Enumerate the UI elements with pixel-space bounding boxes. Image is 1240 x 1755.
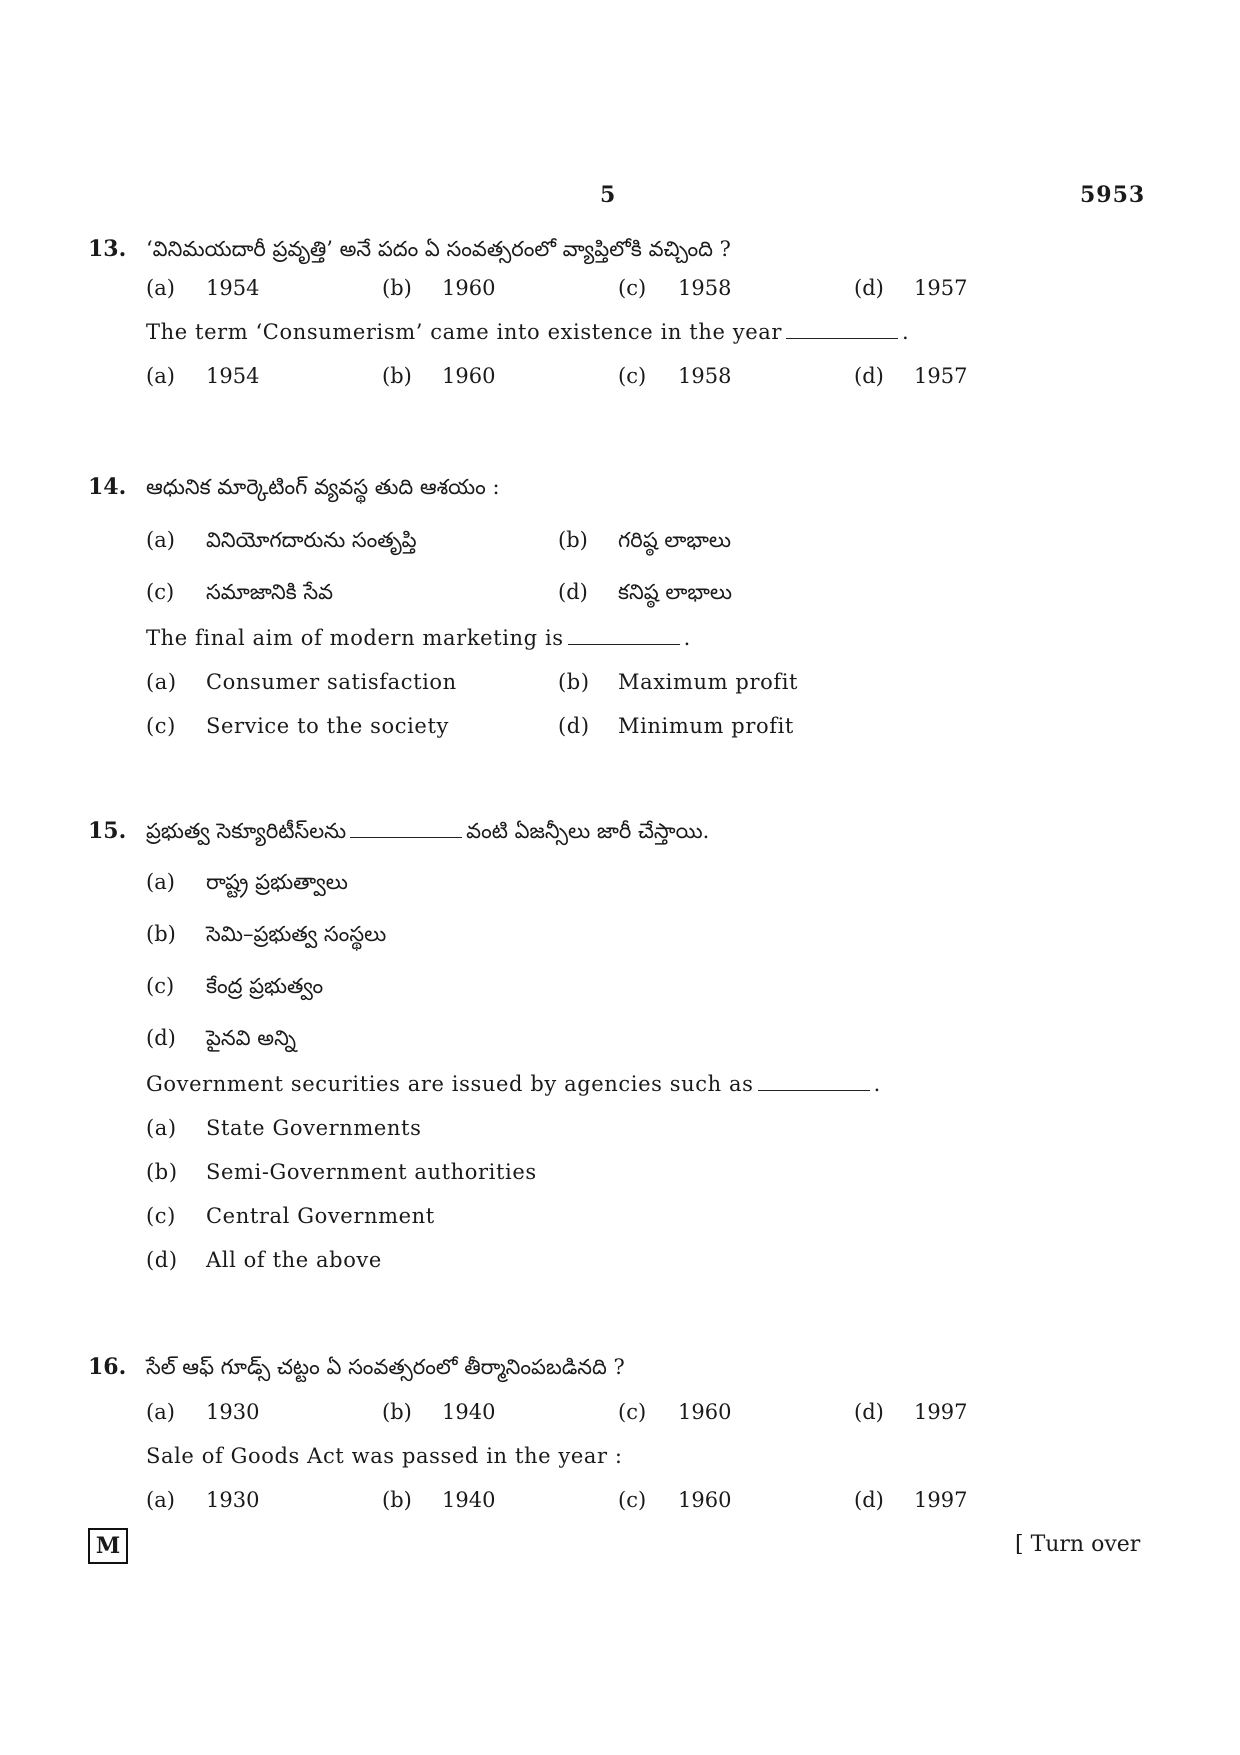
options-telugu <box>146 1400 1188 1444</box>
option-b: (b) Semi-Government authorities <box>146 1160 537 1184</box>
option-d: (d) 1957 <box>854 276 968 300</box>
options-english <box>146 364 1188 408</box>
paper-code: 5953 <box>1080 182 1146 208</box>
option-b: (b) 1940 <box>382 1400 496 1424</box>
option-a: (a) 1930 <box>146 1488 260 1512</box>
medium-box: M <box>88 1528 128 1564</box>
option-d: (d) Minimum profit <box>558 714 794 738</box>
question-text-english: Government securities are issued by agencies such as . <box>146 1072 881 1096</box>
option-c: (c) Central Government <box>146 1204 435 1228</box>
question-text-telugu: ఆధునిక మార్కెటింగ్ వ్యవస్థ తుది ఆశయం : <box>146 475 500 499</box>
option-d: (d) 1997 <box>854 1488 968 1512</box>
option-d: (d) All of the above <box>146 1248 382 1272</box>
answer-blank <box>350 836 462 838</box>
question-number: 14. <box>88 474 127 500</box>
option-c: (c) కేంద్ర ప్రభుత్వం <box>146 974 324 998</box>
option-b: (b) గరిష్ఠ లాభాలు <box>558 528 731 552</box>
option-b: (b) Maximum profit <box>558 670 799 694</box>
options-english-row2 <box>146 714 1188 758</box>
page-number: 5 <box>600 182 616 208</box>
option-a: (a) 1954 <box>146 276 260 300</box>
option-b: (b) సెమి–ప్రభుత్వ సంస్థలు <box>146 922 387 946</box>
option-a: (a) 1930 <box>146 1400 260 1424</box>
options-english-row1 <box>146 670 1188 714</box>
question-15 <box>88 818 1188 1292</box>
question-16 <box>88 1354 1188 1532</box>
option-a: (a) 1954 <box>146 364 260 388</box>
option-b: (b) 1960 <box>382 364 496 388</box>
options-telugu <box>146 276 1188 320</box>
option-c: (c) 1960 <box>618 1488 732 1512</box>
question-text-english: Sale of Goods Act was passed in the year : <box>146 1444 623 1468</box>
option-a: (a) రాష్ట్ర ప్రభుత్వాలు <box>146 870 348 894</box>
option-c: (c) 1960 <box>618 1400 732 1424</box>
option-c: (c) 1958 <box>618 276 732 300</box>
option-c: (c) సమాజానికి సేవ <box>146 580 334 604</box>
question-number: 15. <box>88 818 127 844</box>
option-d: (d) కనిష్ఠ లాభాలు <box>558 580 733 604</box>
question-text-telugu: ప్రభుత్వ సెక్యూరిటీస్‌లను వంటి ఏజన్సీలు జారీ చేస్తాయి. <box>146 819 710 843</box>
option-c: (c) 1958 <box>618 364 732 388</box>
question-text-english: The final aim of modern marketing is . <box>146 626 691 650</box>
option-a: (a) State Governments <box>146 1116 422 1140</box>
answer-blank <box>758 1089 870 1091</box>
question-13 <box>88 236 1188 408</box>
option-d: (d) 1957 <box>854 364 968 388</box>
option-b: (b) 1960 <box>382 276 496 300</box>
options-telugu-row2 <box>146 580 1188 626</box>
option-d: (d) 1997 <box>854 1400 968 1424</box>
answer-blank <box>568 643 680 645</box>
option-a: (a) Consumer satisfaction <box>146 670 457 694</box>
answer-blank <box>786 337 898 339</box>
question-number: 13. <box>88 236 127 262</box>
turn-over-label: [ Turn over <box>1015 1532 1141 1557</box>
question-text-telugu: ‘వినిమయదారీ ప్రవృత్తి’ అనే పదం ఏ సంవత్సరంలో వ్యాప్తిలోకి వచ్చింది ? <box>146 237 731 261</box>
question-text-telugu: సేల్ ఆఫ్ గూడ్స్ చట్టం ఏ సంవత్సరంలో తీర్మానింపబడినది ? <box>146 1355 625 1379</box>
question-text-english: The term ‘Consumerism’ came into existence in the year . <box>146 320 910 344</box>
option-a: (a) వినియోగదారును సంతృప్తి <box>146 528 417 552</box>
question-14 <box>88 474 1188 758</box>
question-number: 16. <box>88 1354 127 1380</box>
option-c: (c) Service to the society <box>146 714 449 738</box>
option-d: (d) పైనవి అన్ని <box>146 1026 296 1050</box>
options-telugu-row1 <box>146 528 1188 580</box>
option-b: (b) 1940 <box>382 1488 496 1512</box>
options-english <box>146 1488 1188 1532</box>
